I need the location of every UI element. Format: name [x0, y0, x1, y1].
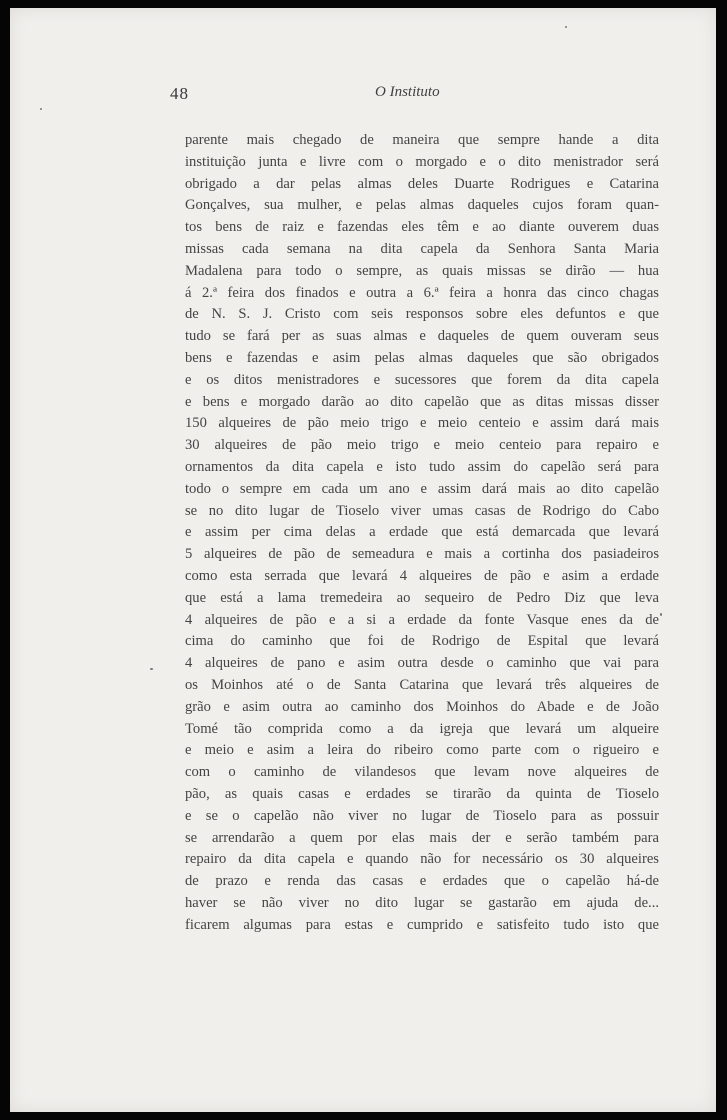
text-line: 4 alqueires de pão e a si a erdade da fonte Vasque enes da de — [185, 611, 659, 628]
text-line: 5 alqueires de pão de semeadura e mais a cortinha dos pasiadeiros — [185, 546, 659, 563]
text-line: 150 alqueires de pão meio trigo e meio centeio e assim dará mais — [185, 415, 659, 432]
text-line: Gonçalves, sua mulher, e pelas almas daqueles cujos foram quan- — [185, 197, 659, 214]
text-line: obrigado a dar pelas almas deles Duarte Rodrigues e Catarina — [185, 175, 659, 192]
running-title: O Instituto — [375, 84, 440, 100]
text-line: e bens e morgado darão ao dito capelão que as ditas missas disser — [185, 393, 659, 410]
text-line: grão e asim outra ao caminho dos Moinhos do Abade e de João — [185, 698, 659, 715]
text-line: como esta serrada que levará 4 alqueires de pão e asim a erdade — [185, 567, 659, 584]
text-line: e meio e asim a leira do ribeiro como parte com o rigueiro e — [185, 742, 659, 759]
text-line: instituição junta e livre com o morgado e o dito menistrador será — [185, 153, 659, 170]
text-line: de N. S. J. Cristo com seis responsos sobre eles defuntos e que — [185, 306, 659, 323]
paper-speck — [150, 668, 153, 670]
paper-speck — [565, 26, 567, 28]
body-text — [185, 130, 659, 936]
text-line: e se o capelão não viver no lugar de Tioselo para as possuir — [185, 807, 659, 824]
text-line: os Moinhos até o de Santa Catarina que levará três alqueires de — [185, 676, 659, 693]
text-line: Tomé tão comprida como a da igreja que levará um alqueire — [185, 720, 659, 737]
text-line: pão, as quais casas e erdades se tirarão da quinta de Tioselo — [185, 785, 659, 802]
paper-speck — [40, 108, 42, 110]
text-line: á 2.ª feira dos finados e outra a 6.ª feira a honra das cinco chagas — [185, 284, 659, 301]
text-line: se arrendarão a quem por elas mais der e serão também para — [185, 829, 659, 846]
text-line: 30 alqueires de pão meio trigo e meio centeio para repairo e — [185, 437, 659, 454]
text-line: cima do caminho que foi de Rodrigo de Espital que levará — [185, 633, 659, 650]
text-line: tos bens de raiz e fazendas eles têm e ao diante ouverem duas — [185, 219, 659, 236]
text-line: Madalena para todo o sempre, as quais missas se dirão — hua — [185, 262, 659, 279]
text-line: todo o sempre em cada um ano e assim dará mais ao dito capelão — [185, 480, 659, 497]
text-line: missas cada semana na dita capela da Senhora Santa Maria — [185, 240, 659, 257]
text-line: bens e fazendas e asim pelas almas daqueles que são obrigados — [185, 349, 659, 366]
book-page — [10, 8, 716, 1112]
text-line: ornamentos da dita capela e isto tudo assim do capelão será para — [185, 458, 659, 475]
text-line: ficarem algumas para estas e cumprido e satisfeito tudo isto que — [185, 916, 659, 933]
text-line: de prazo e renda das casas e erdades que o capelão há-de — [185, 873, 659, 890]
page-number: 48 — [170, 84, 189, 103]
text-line: tudo se fará per as suas almas e daqueles de quem ouveram seus — [185, 328, 659, 345]
text-line: com o caminho de vilandesos que levam nove alqueires de — [185, 764, 659, 781]
text-line: que está a lama tremedeira ao sequeiro de Pedro Diz que leva — [185, 589, 659, 606]
text-line: e os ditos menistradores e sucessores que forem da dita capela — [185, 371, 659, 388]
text-line: parente mais chegado de maneira que sempre hande a dita — [185, 132, 659, 148]
text-line: haver se não viver no dito lugar se gastarão em ajuda de... — [185, 894, 659, 911]
text-line: e assim per cima delas a erdade que está demarcada que levará — [185, 524, 659, 541]
text-line: se no dito lugar de Tioselo viver umas casas de Rodrigo do Cabo — [185, 502, 659, 519]
paper-speck — [660, 613, 662, 616]
page-header — [170, 78, 510, 108]
text-line: 4 alqueires de pano e asim outra desde o caminho que vai para — [185, 655, 659, 672]
text-line: repairo da dita capela e quando não for necessário os 30 alqueires — [185, 851, 659, 868]
